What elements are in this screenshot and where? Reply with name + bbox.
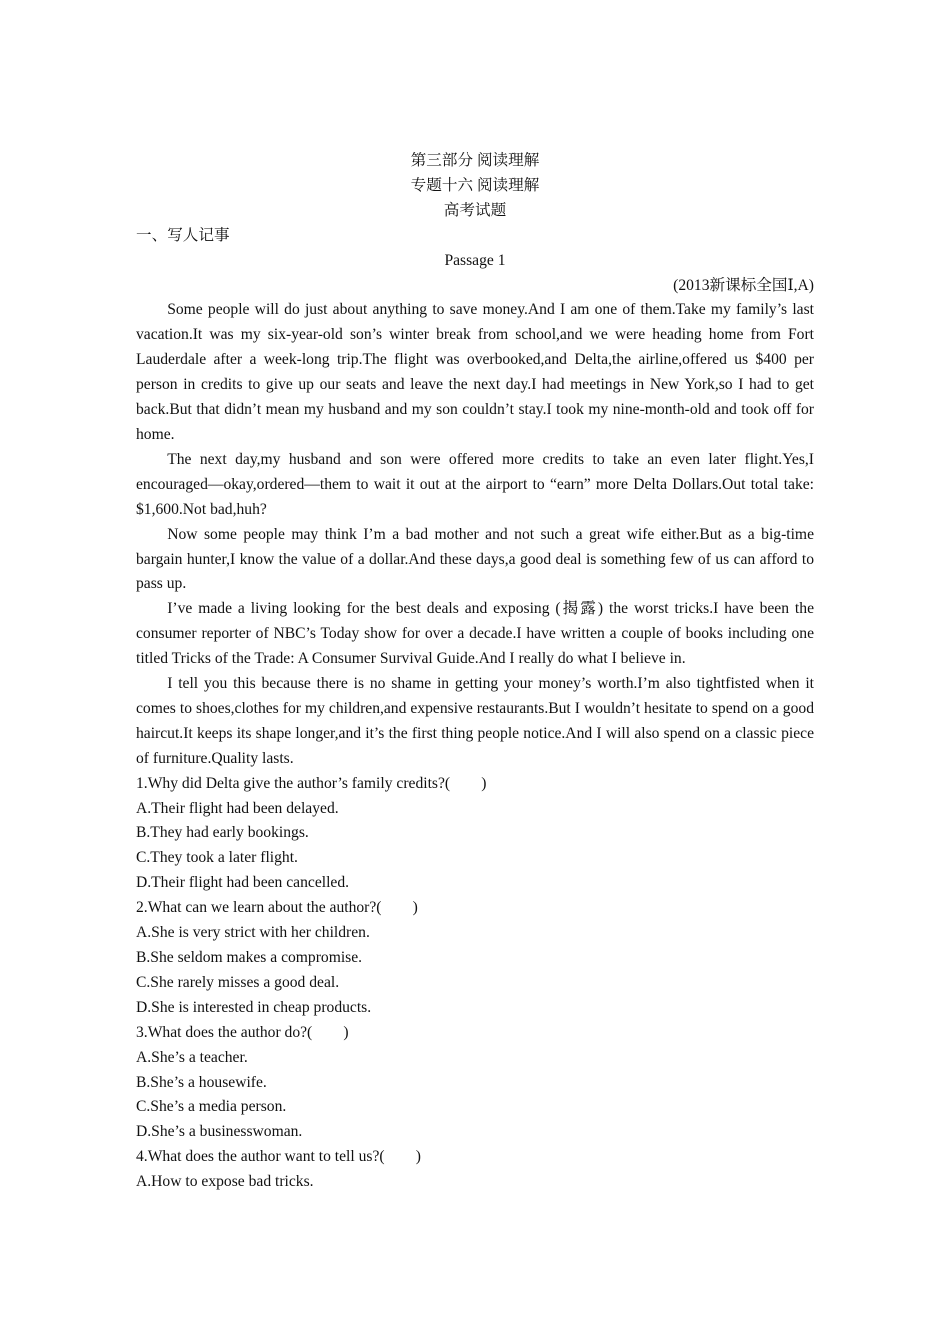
answer-option: D.She is interested in cheap products. (136, 998, 372, 1016)
answer-option: C.They took a later flight. (136, 849, 298, 867)
passage-title: Passage 1 (444, 251, 506, 269)
answer-option: D.Their flight had been cancelled. (136, 874, 350, 892)
passage-body (136, 298, 814, 771)
part-title: 第三部分 阅读理解 (410, 152, 540, 169)
answer-option: D.She’s a businesswoman. (136, 1123, 303, 1141)
passage-paragraph: Now some people may think I’m a bad mother and not such a great wife either.But as a big-time bargain hunter,I know the value of a dollar.And these days,a good deal is something few of us can afford to pass up. (136, 525, 814, 593)
question-3 (136, 1021, 814, 1146)
answer-option: A.Their flight had been delayed. (136, 799, 339, 817)
answer-option: B.She’s a housewife. (136, 1073, 267, 1091)
passage-source: (2013新课标全国Ⅰ,A) (673, 276, 814, 294)
question-stem: 3.What does the author do?( ) (136, 1023, 349, 1041)
answer-option: B.She seldom makes a compromise. (136, 949, 363, 966)
question-stem: 1.Why did Delta give the author’s family credits?( ) (136, 774, 487, 792)
question-stem: 4.What does the author want to tell us?( ) (136, 1148, 421, 1166)
passage-paragraph: I’ve made a living looking for the best deals and exposing (揭露) the worst tricks.I have been the consumer reporter of NBC’s Today show for over a decade.I have written a couple of books including one titled Tricks of the Trade: A Consumer Survival Guide.And I really do what I believe in. (136, 600, 814, 668)
passage-paragraph: Some people will do just about anything to save money.And I am one of them.Take my family’s last vacation.It was my six-year-old son’s winter break from school,and we were heading home from Fort Lauderdale after a week-long trip.The flight was overbooked,and Delta,the airline,offered us $400 per person in credits to give up our seats and leave the next day.I had meetings in New York,so I had to get back.But that didn’t mean my husband and my son couldn’t stay.I took my nine-month-old and took off for home. (136, 301, 814, 443)
section-heading: 一、写人记事 (136, 226, 230, 244)
question-stem: 2.What can we learn about the author?( ) (136, 899, 418, 917)
passage-paragraph: I tell you this because there is no shame in getting your money’s worth.I’m also tightfisted when it comes to shoes,clothes for my children,and expensive restaurants.But I wouldn’t hesitate to spend on a good haircut.It keeps its shape longer,and it’s the first thing people notice.And I will also spend on a classic piece of furniture.Quality lasts. (136, 675, 814, 767)
document-page (136, 149, 814, 1195)
exam-label: 高考试题 (443, 201, 507, 219)
answer-option: A.She is very strict with her children. (136, 924, 370, 942)
question-1 (136, 772, 814, 897)
answer-option: A.How to expose bad tricks. (136, 1173, 314, 1191)
answer-option: B.They had early bookings. (136, 824, 309, 842)
passage-paragraph: The next day,my husband and son were offered more credits to take an even later flight.Yes,I encouraged—okay,ordered—them to wait it out at the airport to “earn” more Delta Dollars.Out total take: $1,600.Not bad,huh? (136, 450, 814, 518)
question-4 (136, 1145, 814, 1195)
question-2 (136, 896, 814, 1021)
answer-option: C.She’s a media person. (136, 1098, 287, 1116)
question-list (136, 772, 814, 1195)
answer-option: C.She rarely misses a good deal. (136, 973, 340, 991)
topic-title: 专题十六 阅读理解 (410, 176, 540, 194)
answer-option: A.She’s a teacher. (136, 1048, 248, 1066)
